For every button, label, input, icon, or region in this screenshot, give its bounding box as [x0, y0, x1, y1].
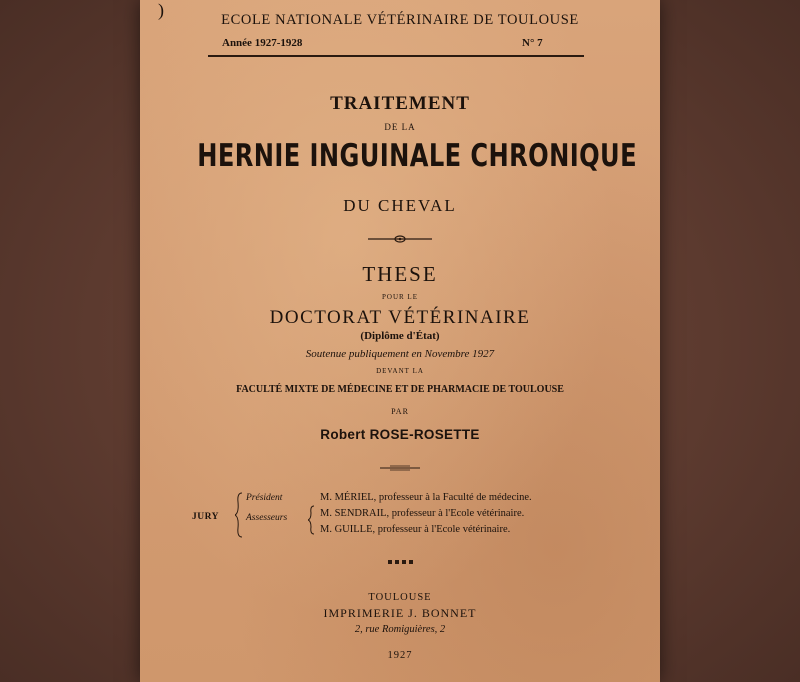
title-line-4: DU CHEVAL	[343, 196, 457, 215]
thesis-heading: THESE	[362, 262, 438, 286]
header-rule	[208, 55, 584, 57]
title-line-1: TRAITEMENT	[330, 93, 470, 114]
author-ornament	[380, 465, 420, 471]
jury-label: JURY	[192, 512, 219, 522]
title-line-2: DE LA	[384, 122, 416, 132]
imprint-printer: IMPRIMERIE J. BONNET	[323, 606, 477, 620]
jury-member-3: M. GUILLE, professeur à l'Ecole vétérinaire.	[320, 524, 511, 535]
faculty-name: FACULTÉ MIXTE DE MÉDECINE ET DE PHARMACIE DE TOULOUSE	[236, 384, 564, 395]
stray-mark: )	[158, 0, 164, 20]
assessors-role: Assesseurs	[246, 513, 288, 523]
main-title: HERNIE INGUINALE CHRONIQUE	[197, 138, 637, 174]
imprint-city: TOULOUSE	[368, 592, 432, 603]
assessors-brace-icon	[308, 505, 315, 535]
jury-block	[180, 491, 640, 541]
school-name: ECOLE NATIONALE VÉTÉRINAIRE DE TOULOUSE	[221, 12, 579, 28]
imprint-address: 2, rue Romiguières, 2	[354, 624, 446, 635]
jury-brace-icon	[235, 492, 243, 538]
defense-date: Soutenue publiquement en Novembre 1927	[305, 348, 495, 360]
issue-number: N° 7	[522, 37, 543, 49]
president-role: Président	[246, 493, 283, 503]
jury-member-1: M. MÉRIEL, professeur à la Faculté de médecine.	[320, 492, 532, 503]
degree-title: DOCTORAT VÉTÉRINAIRE	[269, 307, 531, 328]
title-ornament	[368, 235, 432, 243]
devant-la: DEVANT LA	[376, 367, 424, 375]
jury-member-2: M. SENDRAIL, professeur à l'Ecole vétérinaire.	[320, 508, 525, 519]
imprint-year: 1927	[387, 650, 413, 661]
diploma-note: (Diplôme d'État)	[360, 330, 440, 342]
author-name: Robert ROSE-ROSETTE	[320, 427, 480, 442]
academic-year: Année 1927-1928	[222, 37, 303, 49]
par-label: PAR	[391, 407, 409, 416]
document-cover	[140, 0, 660, 682]
thesis-pour: POUR LE	[382, 293, 418, 301]
jury-ornament	[380, 560, 420, 564]
